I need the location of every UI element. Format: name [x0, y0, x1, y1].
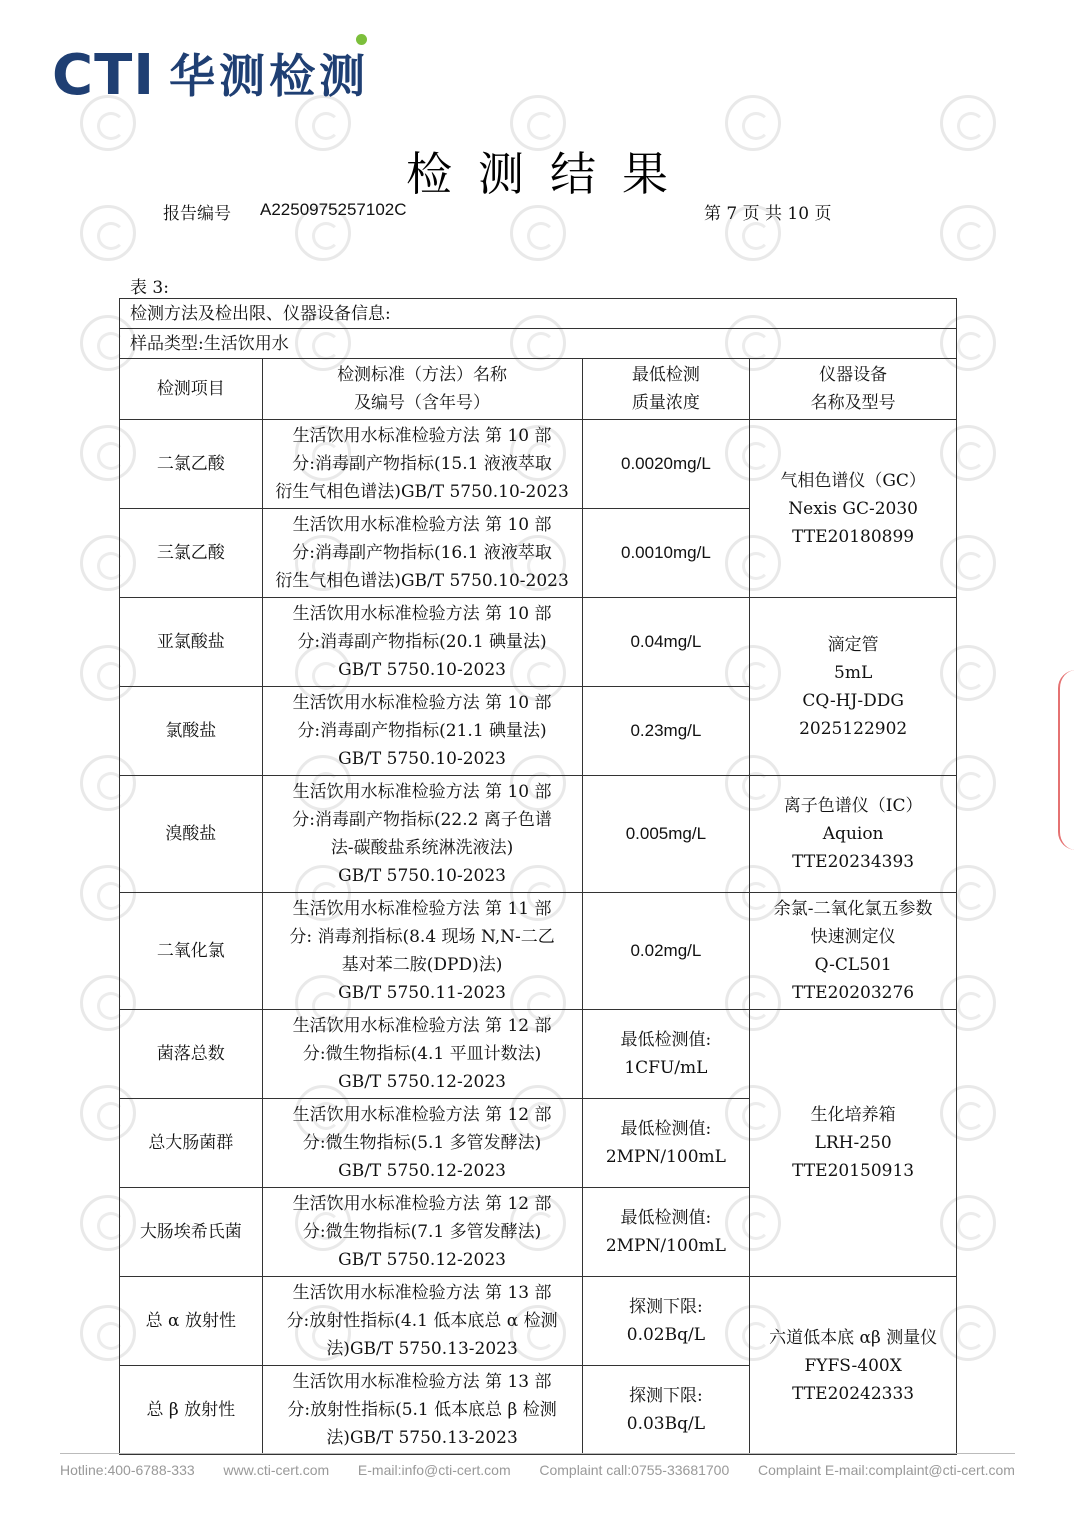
row-limit: 0.0010mg/L [582, 509, 750, 598]
row-limit: 探测下限: 0.02Bq/L [582, 1277, 750, 1366]
row-item: 二氧化氯 [120, 893, 263, 1010]
row-equipment: 气相色谱仪（GC） Nexis GC-2030 TTE20180899 [750, 420, 957, 598]
footer-hotline: Hotline:400-6788-333 [60, 1462, 195, 1478]
row-standard: 生活饮用水标准检验方法 第 12 部 分:微生物指标(5.1 多管发酵法) GB/T 5750.12-2023 [262, 1099, 582, 1188]
footer-complaint-email[interactable]: Complaint E-mail:complaint@cti-cert.com [758, 1462, 1015, 1478]
page-indicator: 第 7 页 共 10 页 [704, 204, 832, 224]
row-item: 总 β 放射性 [120, 1366, 263, 1455]
row-standard: 生活饮用水标准检验方法 第 10 部 分:消毒副产物指标(15.1 液液萃取 衍生气相色谱法)GB/T 5750.10-2023 [262, 420, 582, 509]
header-row [120, 359, 957, 420]
table-row [120, 420, 957, 509]
page-title: 检测结果 [406, 147, 694, 201]
row-standard: 生活饮用水标准检验方法 第 12 部 分:微生物指标(7.1 多管发酵法) GB/T 5750.12-2023 [262, 1188, 582, 1277]
table-row [120, 1277, 957, 1366]
row-equipment: 六道低本底 αβ 测量仪 FYFS-400X TTE20242333 [750, 1277, 957, 1455]
table-row [120, 598, 957, 687]
row-item: 总大肠菌群 [120, 1099, 263, 1188]
row-standard: 生活饮用水标准检验方法 第 11 部 分: 消毒剂指标(8.4 现场 N,N-二乙 基对苯二胺(DPD)法) GB/T 5750.11-2023 [262, 893, 582, 1010]
header-limit: 最低检测 质量浓度 [582, 359, 750, 420]
table-row [120, 893, 957, 1010]
row-limit: 最低检测值: 2MPN/100mL [582, 1188, 750, 1277]
watermark-logo-icon [510, 205, 566, 261]
logo-name-cn: 华测检测 [169, 49, 370, 103]
watermark-logo-icon [940, 205, 996, 261]
results-table [119, 298, 957, 1455]
header-standard: 检测标准（方法）名称 及编号（含年号） [262, 359, 582, 420]
row-limit: 最低检测值: 1CFU/mL [582, 1010, 750, 1099]
logo-dot-icon [356, 34, 367, 45]
row-standard: 生活饮用水标准检验方法 第 10 部 分:消毒副产物指标(20.1 碘量法) GB/T 5750.10-2023 [262, 598, 582, 687]
row-equipment: 滴定管 5mL CQ-HJ-DDG 2025122902 [750, 598, 957, 776]
watermark-logo-icon [80, 205, 136, 261]
row-standard: 生活饮用水标准检验方法 第 10 部 分:消毒副产物指标(22.2 离子色谱 法-碳酸盐系统淋洗液法) GB/T 5750.10-2023 [262, 776, 582, 893]
footer-complaint-call: Complaint call:0755-33681700 [539, 1462, 730, 1478]
footer-email[interactable]: E-mail:info@cti-cert.com [357, 1462, 511, 1478]
row-standard: 生活饮用水标准检验方法 第 13 部 分:放射性指标(4.1 低本底总 α 检测 法)GB/T 5750.13-2023 [262, 1277, 582, 1366]
row-standard: 生活饮用水标准检验方法 第 13 部 分:放射性指标(5.1 低本底总 β 检测 法)GB/T 5750.13-2023 [262, 1366, 582, 1455]
row-equipment: 生化培养箱 LRH-250 TTE20150913 [750, 1010, 957, 1277]
row-item: 二氯乙酸 [120, 420, 263, 509]
row-standard: 生活饮用水标准检验方法 第 12 部 分:微生物指标(4.1 平皿计数法) GB/T 5750.12-2023 [262, 1010, 582, 1099]
row-limit: 探测下限: 0.03Bq/L [582, 1366, 750, 1455]
seal-stamp-edge [1058, 670, 1074, 850]
row-item: 溴酸盐 [120, 776, 263, 893]
row-limit: 0.005mg/L [582, 776, 750, 893]
header-item: 检测项目 [120, 359, 263, 420]
sample-type: 样品类型:生活饮用水 [120, 329, 957, 359]
logo-brand: CTI [52, 43, 156, 108]
table-caption: 表 3: [130, 278, 169, 298]
row-standard: 生活饮用水标准检验方法 第 10 部 分:消毒副产物指标(21.1 碘量法) GB/T 5750.10-2023 [262, 687, 582, 776]
row-standard: 生活饮用水标准检验方法 第 10 部 分:消毒副产物指标(16.1 液液萃取 衍生气相色谱法)GB/T 5750.10-2023 [262, 509, 582, 598]
row-limit: 0.0020mg/L [582, 420, 750, 509]
report-number-label: 报告编号 [163, 204, 231, 224]
report-number-value: A2250975257102C [260, 200, 407, 219]
row-item: 菌落总数 [120, 1010, 263, 1099]
footer [60, 1462, 1015, 1478]
row-equipment: 离子色谱仪（IC） Aquion TTE20234393 [750, 776, 957, 893]
company-logo [52, 40, 369, 112]
row-limit: 0.02mg/L [582, 893, 750, 1010]
footer-divider [60, 1453, 1015, 1454]
row-item: 三氯乙酸 [120, 509, 263, 598]
row-item: 氯酸盐 [120, 687, 263, 776]
row-item: 大肠埃希氏菌 [120, 1188, 263, 1277]
table-row [120, 1010, 957, 1099]
row-equipment: 余氯-二氧化氯五参数 快速测定仪 Q-CL501 TTE20203276 [750, 893, 957, 1010]
row-limit: 最低检测值: 2MPN/100mL [582, 1099, 750, 1188]
row-limit: 0.04mg/L [582, 598, 750, 687]
footer-website[interactable]: www.cti-cert.com [223, 1462, 330, 1478]
header-equipment: 仪器设备 名称及型号 [750, 359, 957, 420]
table-row [120, 776, 957, 893]
row-item: 总 α 放射性 [120, 1277, 263, 1366]
section-title: 检测方法及检出限、仪器设备信息: [120, 299, 957, 329]
row-item: 亚氯酸盐 [120, 598, 263, 687]
row-limit: 0.23mg/L [582, 687, 750, 776]
